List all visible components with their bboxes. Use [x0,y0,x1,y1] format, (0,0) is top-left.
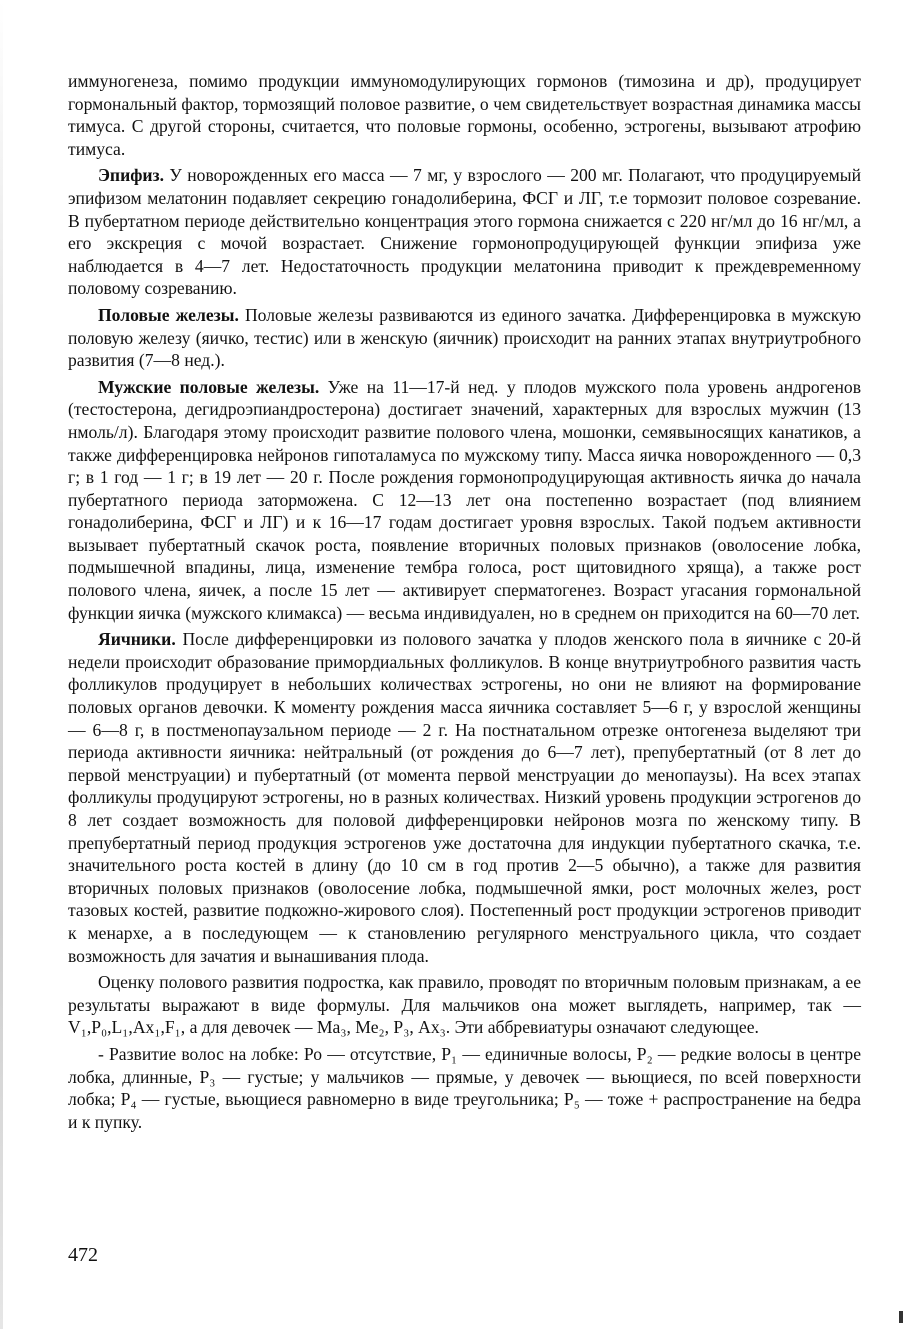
paragraph-text: После дифференцировки из полового зачатка у плодов женского пола в яичнике с 20-й недели происходит образование примордиальных фолликулов. В конце внутриутробного развития часть фолликулов продуцирует в небольших количествах эстрогены, но они не влияют на формирование половых органов девочки. К моменту рождения масса яичника составляет 5—6 г, у взрослой женщины — 6—8 г, в постменопаузальном периоде — 2 г. На постнатальном отрезке онтогенеза выделяют три периода активности яичника: нейтральный (от рождения до 6—7 лет), препубертатный (от 8 лет до первой менструации) и пубертатный (от момента первой менструации до менопаузы). На всех этапах фолликулы продуцируют эстрогены, но в разных количествах. Низкий уровень продукции эстрогенов до 8 лет создает возможность для половой дифференцировки нейронов мозга по женскому типу. В препубертатный период продукция эстрогенов уже достаточна для индукции пубертатного скачка, т.е. значительного роста костей в длину (до 10 см в год против 2—5 обычно), а также для развития вторичных половых признаков (оволосение лобка, подмышечной ямки, рост молочных желез, рост тазовых костей, развитие подкожно-жирового слоя). Постепенный рост продукции эстрогенов приводит к менархе, а в последующем — к становлению регулярного менструального цикла, что создает возможность для зачатия и вынашивания плода. [68,629,861,966]
paragraph-gonads [68,304,861,372]
paragraph-male-gonads [68,376,861,625]
paragraph-thymus [68,70,861,160]
scan-corner-mark [899,1311,903,1323]
section-term: Яичники. [98,629,176,650]
paragraph-ovaries [68,628,861,967]
paragraph-text: - Развитие волос на лобке: Ро — отсутствие, Р₁ — единичные волосы, Р₂ — редкие волосы в центре лобка, длинные, Р₃ — густые; у мальчиков — прямые, у девочек — вьющиеся, по всей поверхности лобка; Р₄ — густые, вьющиеся равномерно в виде треугольника; Р₅ — тоже + распространение на бедра и к пупку. [68,1043,861,1132]
paragraph-text: У новорожденных его масса — 7 мг, у взрослого — 200 мг. Полагают, что продуцируемый эпифизом мелатонин подавляет секрецию гонадолиберина, ФСГ и ЛГ, т.е тормозит половое созревание. В пубертатном периоде действительно концентрация этого гормона снижается с 220 нг/мл до 16 нг/мл, а его экскреция с мочой возрастает. Снижение гормонопродуцирующей функции эпифиза уже наблюдается в 4—7 лет. Недостаточность продукции мелатонина приводит к преждевременному половому созреванию. [68,165,861,299]
paragraph-text: Уже на 11—17-й нед. у плодов мужского пола уровень андрогенов (тестостерона, дегидроэпиандростерона) достигает значений, характерных для взрослых мужчин (13 нмоль/л). Благодаря этому происходит развитие полового члена, мошонки, семявыносящих канатиков, а также дифференцировка нейронов гипоталамуса по мужскому типу. Масса яичка новорожденного — 0,3 г; в 1 год — 1 г; в 19 лет — 20 г. После рождения гормонопродуцирующая активность яичка до начала пубертатного периода заторможена. С 12—13 лет она постепенно возрастает (под влиянием гонадолиберина, ФСГ и ЛГ) и к 16—17 годам достигает уровня взрослых. Такой подъем активности вызывает пубертатный скачок роста, появление вторичных половых признаков (оволосение лобка, подмышечной впадины, лица, изменение тембра голоса, рост щитовидного хряща), а также рост полового члена, яичек, а после 15 лет — активирует сперматогенез. Возраст угасания гормональной функции яичка (мужского климакса) — весьма индивидуален, но в среднем он приходится на 60—70 лет. [68,376,861,623]
section-term: Эпифиз. [98,165,164,186]
paragraph-epiphysis [68,164,861,300]
body-text [68,70,861,1137]
paragraph-assessment [68,971,861,1039]
paragraph-pubic-hair [68,1043,861,1133]
scan-edge-shadow [0,0,3,1329]
page-number: 472 [68,1244,98,1266]
section-term: Половые железы. [98,304,239,325]
paragraph-text: иммуногенеза, помимо продукции иммуномодулирующих гормонов (тимозина и др), продуцирует гормональный фактор, тормозящий половое развитие, о чем свидетельствует возрастная динамика массы тимуса. С другой стороны, считается, что половые гормоны, особенно, эстрогены, вызывают атрофию тимуса. [68,71,861,159]
paragraph-text: Оценку полового развития подростка, как правило, проводят по вторичным половым признакам, а ее результаты выражают в виде формулы. Для мальчиков она может выглядеть, например, так —V₁,Р₀,L₁,Ах₁,F₁, а для девочек — Ма₃, Ме₂, Р₃, Ах₃. Эти аббревиатуры означают следующее. [68,972,861,1038]
paragraph-text: Половые железы развиваются из единого зачатка. Дифференцировка в мужскую половую железу (яичко, тестис) или в женскую (яичник) происходит на ранних этапах внутриутробного развития (7—8 нед.). [68,304,861,371]
section-term: Мужские половые железы. [98,376,320,397]
